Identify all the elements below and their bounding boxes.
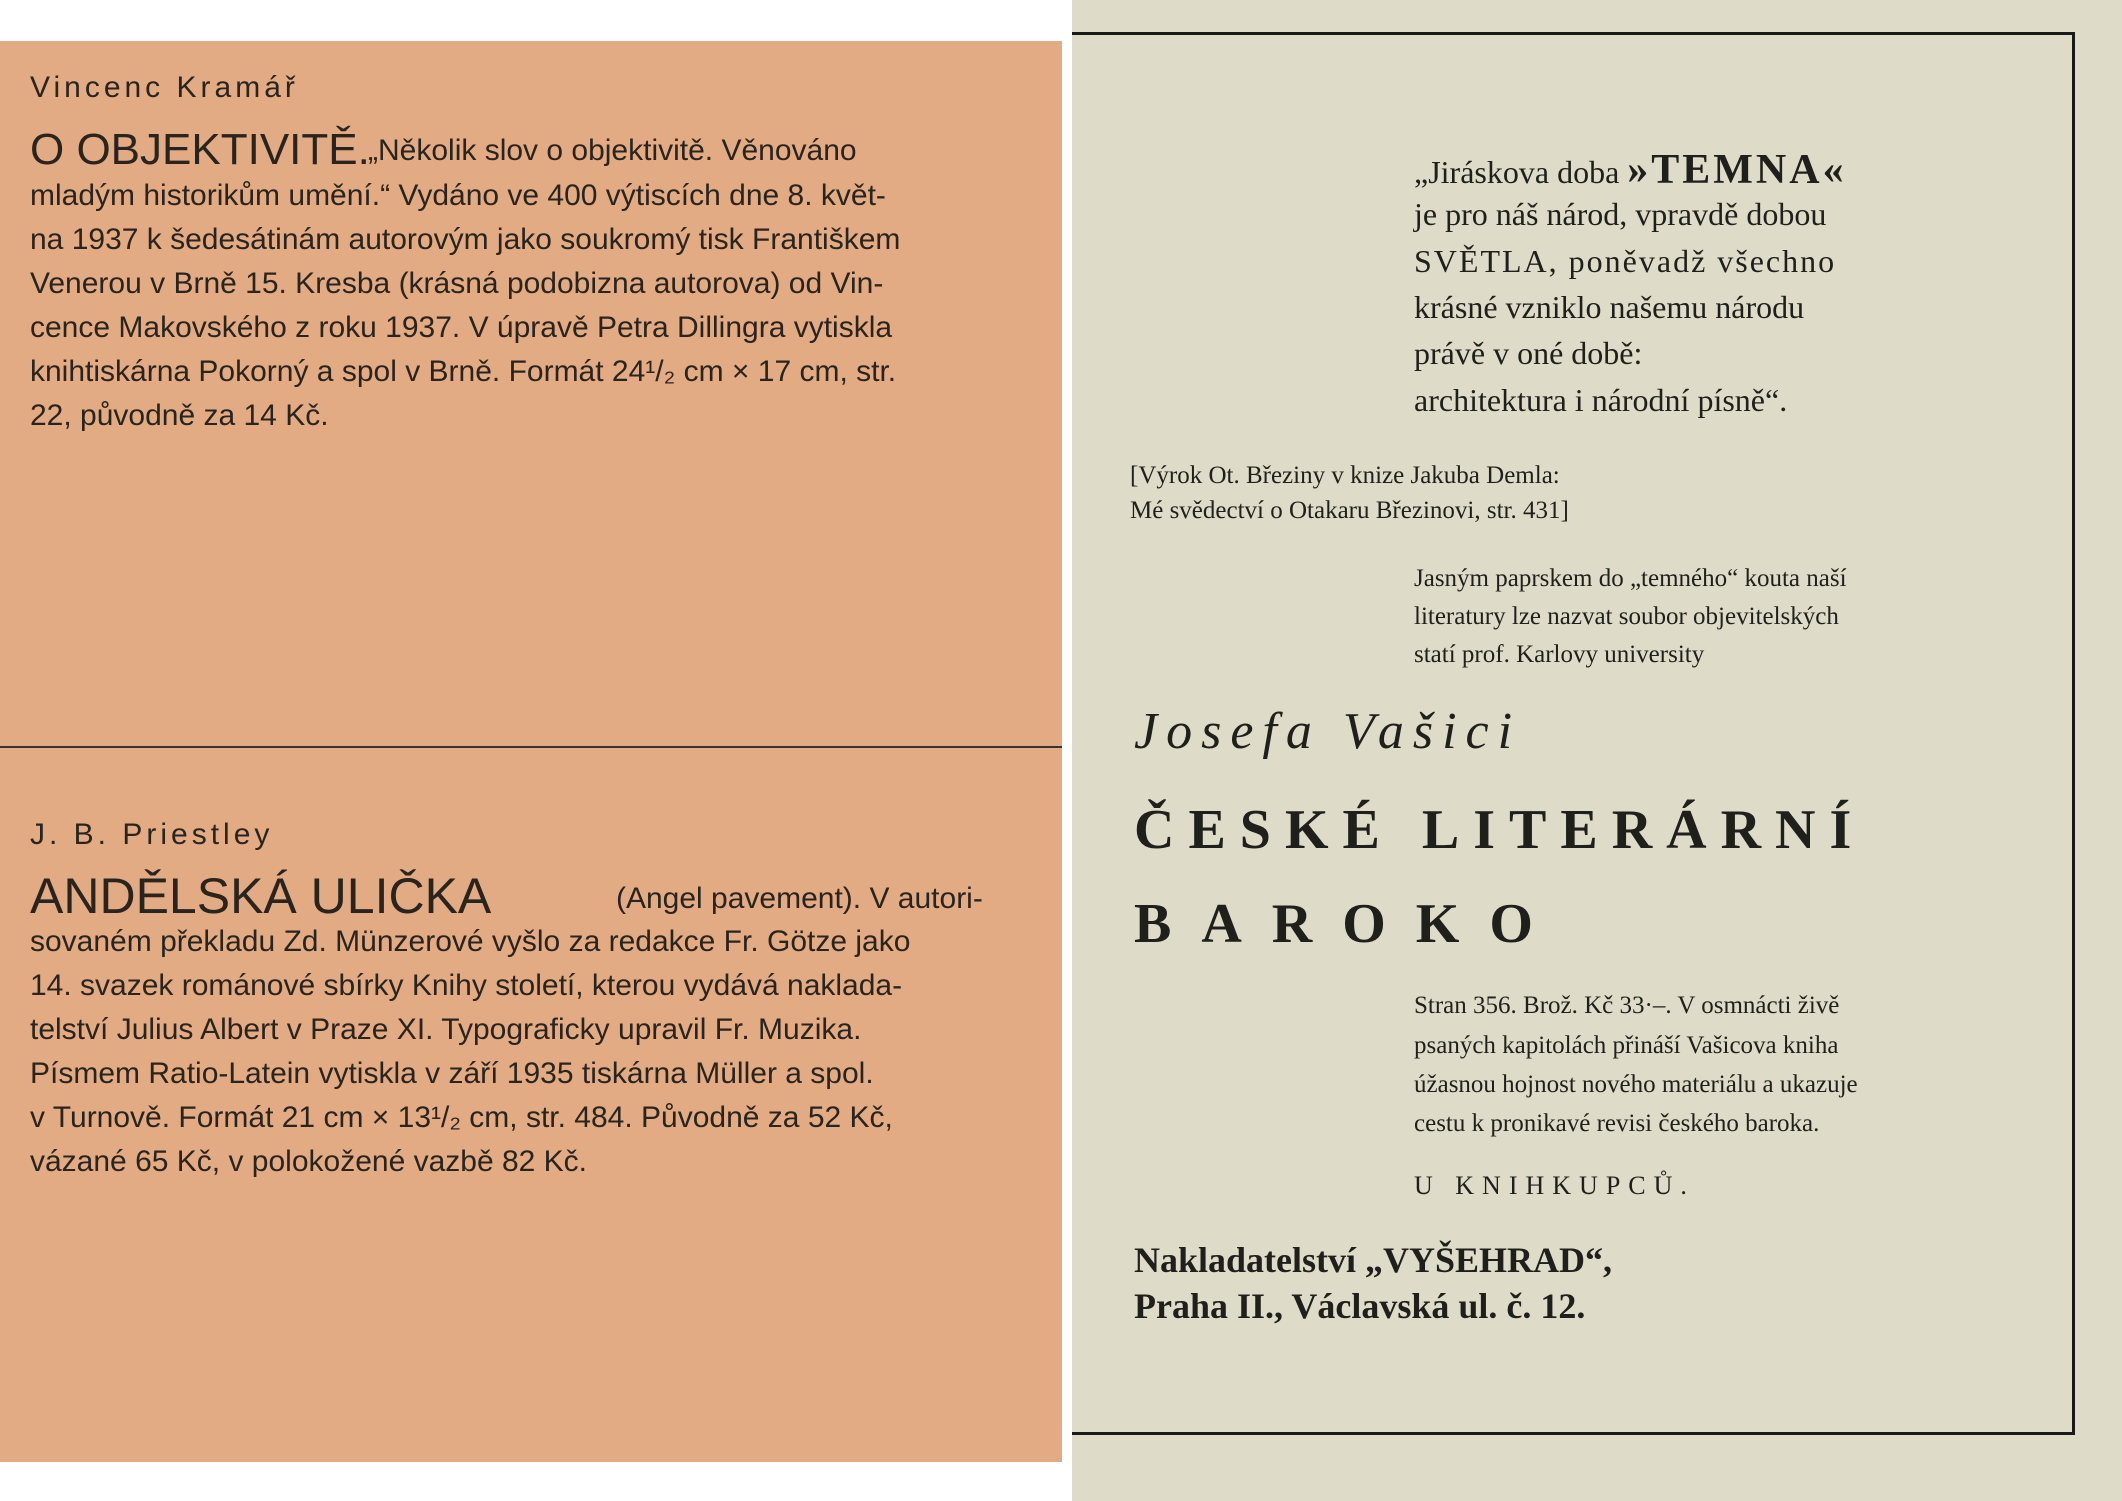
book-title-line-1: ČESKÉ LITERÁRNÍ: [1134, 799, 1866, 861]
entry2-author: J. B. Priestley: [30, 818, 274, 851]
details-line-2: psaných kapitolách přináší Vašicova kniha: [1414, 1032, 1839, 1059]
entry1-author: Vincenc Kramář: [30, 71, 299, 104]
source-line-2: Mé svědectví o Otakaru Březinovi, str. 431]: [1130, 497, 1569, 524]
entry1-line-3: na 1937 k šedesátinám autorovým jako soukromý tisk Františkem: [30, 223, 901, 256]
entry2-line-4: telství Julius Albert v Praze XI. Typograficky upravil Fr. Muzika.: [30, 1013, 862, 1046]
section-divider: [0, 746, 1062, 748]
entry2-line-6: v Turnově. Formát 21 cm × 13¹/₂ cm, str. 484. Původně za 52 Kč,: [30, 1101, 893, 1134]
entry1-line-2: mladým historikům umění.“ Vydáno ve 400 výtiscích dne 8. květ-: [30, 179, 886, 212]
details-line-1: Stran 356. Brož. Kč 33·–. V osmnácti živě: [1414, 992, 1840, 1019]
details-line-4: cestu k pronikavé revisi českého baroka.: [1414, 1110, 1820, 1137]
quote-temna: »TEMNA«: [1627, 147, 1847, 193]
quote-line-1: [1414, 147, 1847, 193]
book-title-line-2: BAROKO: [1134, 893, 1563, 955]
entry1-line-1: „Několik slov o objektivitě. Věnováno: [368, 134, 857, 167]
availability: U KNIHKUPCŮ.: [1414, 1171, 1695, 1200]
right-rule: [2072, 32, 2075, 1435]
publisher-line-1: Nakladatelství „VYŠEHRAD“,: [1134, 1240, 1613, 1280]
entry2-title: ANDĚLSKÁ ULIČKA: [30, 868, 492, 924]
entry2-line-7: vázané 65 Kč, v polokožené vazbě 82 Kč.: [30, 1145, 588, 1178]
source-line-1: [Výrok Ot. Březiny v knize Jakuba Demla:: [1130, 462, 1560, 489]
entry1-title: O OBJEKTIVITĚ.: [30, 125, 370, 174]
entry2-line-1: (Angel pavement). V autori-: [616, 882, 983, 915]
quote-line-4: krásné vzniklo našemu národu: [1414, 289, 1805, 325]
intro-line-2: literatury lze nazvat soubor objevitelských: [1414, 603, 1839, 630]
quote-line-3: SVĚTLA, poněvadž všechno: [1414, 243, 1837, 279]
quote-line-5: právě v oné době:: [1414, 335, 1643, 371]
intro-line-3: statí prof. Karlovy university: [1414, 641, 1705, 668]
entry2-line-5: Písmem Ratio-Latein vytiskla v září 1935 tiskárna Müller a spol.: [30, 1057, 874, 1090]
details-line-3: úžasnou hojnost nového materiálu a ukazuje: [1414, 1071, 1858, 1098]
book-author: Josefa Vašici: [1134, 703, 1522, 760]
publisher-line-2: Praha II., Václavská ul. č. 12.: [1134, 1286, 1586, 1326]
entry2-line-3: 14. svazek románové sbírky Knihy století, kterou vydává naklada-: [30, 969, 903, 1002]
right-page: [1072, 0, 2122, 1501]
intro-line-1: Jasným paprskem do „temného“ kouta naší: [1414, 565, 1847, 592]
top-rule: [1072, 32, 2072, 35]
entry1-line-6: knihtiskárna Pokorný a spol v Brně. Formát 24¹/₂ cm × 17 cm, str.: [30, 355, 897, 388]
left-page: [0, 41, 1062, 1462]
entry1-line-4: Venerou v Brně 15. Kresba (krásná podobizna autorova) od Vin-: [30, 267, 884, 300]
quote-line-6: architektura i národní písně“.: [1414, 382, 1788, 418]
entry1-line-5: cence Makovského z roku 1937. V úpravě Petra Dillingra vytiskla: [30, 311, 893, 344]
bottom-rule: [1072, 1432, 2072, 1435]
entry2-line-2: sovaném překladu Zd. Münzerové vyšlo za redakce Fr. Götze jako: [30, 925, 911, 958]
quote-opening: „Jiráskova doba: [1414, 154, 1620, 190]
quote-line-2: je pro náš národ, vpravdě dobou: [1414, 196, 1827, 232]
entry1-line-7: 22, původně za 14 Kč.: [30, 399, 329, 432]
